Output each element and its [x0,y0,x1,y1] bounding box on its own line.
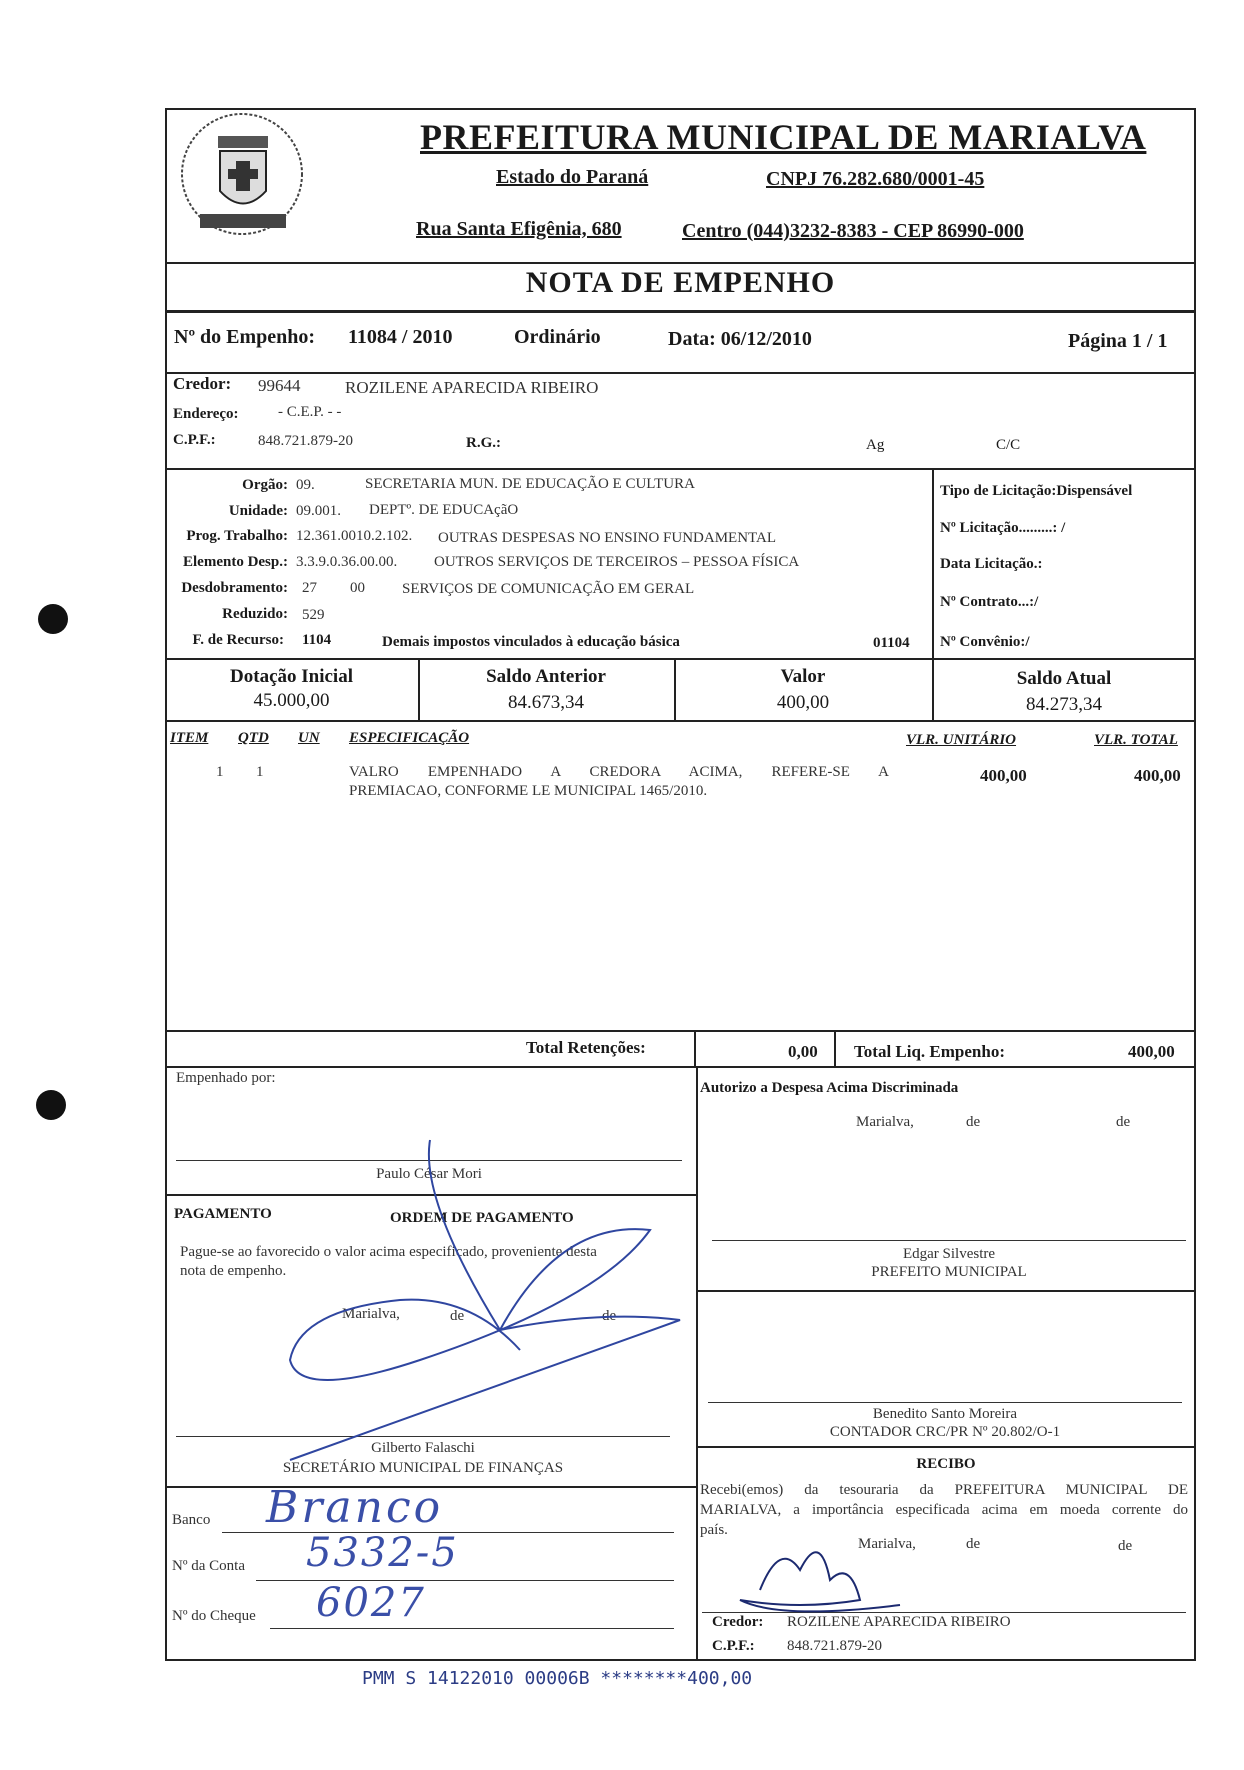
empenhado-signer: Paulo César Mori [376,1166,482,1182]
col-qtd: QTD [238,730,269,746]
contador-signer: Benedito Santo Moreira [872,1406,1018,1422]
col-total-value: VLR. TOTAL [1094,732,1178,748]
prog-code: 12.361.0010.2.102. [296,528,413,544]
autorizo-title: Autorizo a Despesa Acima Discriminada [700,1080,959,1096]
desdobramento-label: Desdobramento: [181,580,288,596]
licitacao-numero: Nº Licitação.........: / [940,520,1066,536]
cpf-label: C.P.F.: [173,432,216,448]
autorizo-place: Marialva, [856,1114,914,1130]
col-spec: ESPECIFICAÇÃO [349,730,470,746]
liquido-value: 400,00 [1128,1042,1175,1061]
saldo-atual-value: 84.273,34 [1026,694,1102,715]
col-item: ITEM [170,730,209,746]
empenho-date: Data: 06/12/2010 [668,328,812,350]
cc-label: C/C [996,437,1021,453]
rg-label: R.G.: [466,435,501,451]
dotacao-inicial-value: 45.000,00 [253,690,330,711]
recibo-cpf-value: 848.721.879-20 [787,1638,882,1654]
contador-role: CONTADOR CRC/PR Nº 20.802/O-1 [829,1424,1061,1440]
pagamento-role: SECRETÁRIO MUNICIPAL DE FINANÇAS [282,1460,564,1476]
recibo-title: RECIBO [916,1456,976,1472]
recibo-de-2: de [1118,1538,1133,1554]
banco-label: Banco [172,1512,211,1528]
reduzido-value: 529 [302,607,325,623]
saldo-anterior-value: 84.673,34 [508,692,584,713]
col-un: UN [298,730,320,746]
credor-code: 99644 [258,376,301,395]
header-title: PREFEITURA MUNICIPAL DE MARIALVA [420,117,1147,157]
recibo-cpf-label: C.P.F.: [712,1638,755,1654]
empenho-type: Ordinário [514,326,601,348]
saldo-atual-label: Saldo Atual [1016,668,1112,689]
autorizo-de-1: de [966,1114,981,1130]
elemento-code: 3.3.9.0.36.00.00. [296,554,398,570]
header-state: Estado do Paraná [496,166,649,188]
ag-label: Ag [866,437,885,453]
col-unit-value: VLR. UNITÁRIO [906,732,1017,748]
recurso-name: Demais impostos vinculados à educação básica [382,634,680,650]
autorizo-de-2: de [1116,1114,1131,1130]
orgao-code: 09. [296,477,315,493]
cheque-label: Nº do Cheque [172,1608,256,1624]
cheque-value: 6027 [316,1580,426,1626]
orgao-label: Orgão: [242,477,288,493]
unidade-label: Unidade: [228,503,288,519]
item-qtd: 1 [256,764,264,780]
item-spec-line1: VALRO EMPENHADO A CREDORA ACIMA, REFERE-SE A [349,764,889,780]
credor-name: ROZILENE APARECIDA RIBEIRO [345,378,599,397]
elemento-name: OUTROS SERVIÇOS DE TERCEIROS – PESSOA FÍSICA [434,554,800,570]
recibo-place: Marialva, [858,1536,916,1552]
cpf-value: 848.721.879-20 [258,433,353,449]
header-contact: Centro (044)3232-8383 - CEP 86990-000 [682,220,1024,242]
autorizo-signer: Edgar Silvestre [902,1246,996,1262]
item-unit-value: 400,00 [980,766,1027,785]
reduzido-label: Reduzido: [222,606,288,622]
desdobramento-code: 27 [302,580,317,596]
header-cnpj: CNPJ 76.282.680/0001-45 [766,168,985,190]
pagamento-text-line1: Pague-se ao favorecido o valor acima especificado, proveniente desta [180,1244,597,1260]
valor-label: Valor [780,666,826,687]
unidade-code: 09.001. [296,503,341,519]
retencoes-label: Total Retenções: [526,1038,646,1057]
desdobramento-name: SERVIÇOS DE COMUNICAÇÃO EM GERAL [402,581,695,597]
autorizo-role: PREFEITO MUNICIPAL [871,1264,1027,1280]
recibo-de-1: de [966,1536,981,1552]
dotacao-inicial-label: Dotação Inicial [230,666,353,687]
banco-value: Branco [266,1482,444,1533]
liquido-label: Total Liq. Empenho: [854,1042,1005,1061]
pagamento-de-2: de [602,1308,617,1324]
pagamento-text-line2: nota de empenho. [180,1263,287,1279]
empenho-number-label: Nº do Empenho: [174,326,316,348]
orgao-name: SECRETARIA MUN. DE EDUCAÇÃO E CULTURA [365,476,695,492]
recurso-code: 1104 [302,632,332,648]
recibo-credor-name: ROZILENE APARECIDA RIBEIRO [787,1614,1011,1630]
contrato-numero: Nº Contrato...:/ [940,594,1039,610]
valor-value: 400,00 [776,692,830,713]
item-total-value: 400,00 [1134,766,1181,785]
recibo-text-line1: Recebi(emos) da tesouraria da PREFEITURA MUNICIPAL DE [700,1482,1188,1498]
cashier-stamp: PMM S 14122010 00006B ********400,00 [362,1668,753,1689]
retencoes-value: 0,00 [788,1042,818,1061]
unidade-name: DEPTº. DE EDUCAçãO [369,502,519,518]
prog-label: Prog. Trabalho: [186,528,288,544]
licitacao-data: Data Licitação.: [940,556,1043,572]
empenhado-label: Empenhado por: [176,1070,276,1086]
recurso-code-2: 01104 [873,635,910,651]
convenio-numero: Nº Convênio:/ [940,634,1030,650]
page-number: Página 1 / 1 [1068,330,1168,352]
address-value: - C.E.P. - - [278,404,342,420]
saldo-anterior-label: Saldo Anterior [486,666,606,687]
prog-name: OUTRAS DESPESAS NO ENSINO FUNDAMENTAL [438,530,776,546]
empenho-number: 11084 / 2010 [348,326,453,348]
pagamento-signer: Gilberto Falaschi [371,1440,475,1456]
address-label: Endereço: [173,406,239,422]
recibo-text-line2: MARIALVA, a importância especificada acima em moeda corrente do [700,1502,1188,1518]
credor-label: Credor: [173,374,232,393]
pagamento-de-1: de [450,1308,465,1324]
pagamento-label: PAGAMENTO [174,1206,272,1222]
item-spec-line2: PREMIACAO, CONFORME LE MUNICIPAL 1465/2010. [349,783,708,799]
header-address: Rua Santa Efigênia, 680 [416,218,622,240]
pagamento-place: Marialva, [342,1306,400,1322]
recibo-text-line3: país. [700,1522,728,1538]
ordem-pagamento-title: ORDEM DE PAGAMENTO [390,1210,574,1226]
elemento-label: Elemento Desp.: [183,554,288,570]
item-number: 1 [216,764,224,780]
desdobramento-sub: 00 [350,580,365,596]
licitacao-tipo: Tipo de Licitação:Dispensável [940,483,1133,499]
recibo-credor-label: Credor: [712,1614,764,1630]
recurso-label: F. de Recurso: [192,632,284,648]
doc-title: NOTA DE EMPENHO [525,266,836,299]
conta-label: Nº da Conta [172,1558,245,1574]
conta-value: 5332-5 [306,1530,459,1576]
